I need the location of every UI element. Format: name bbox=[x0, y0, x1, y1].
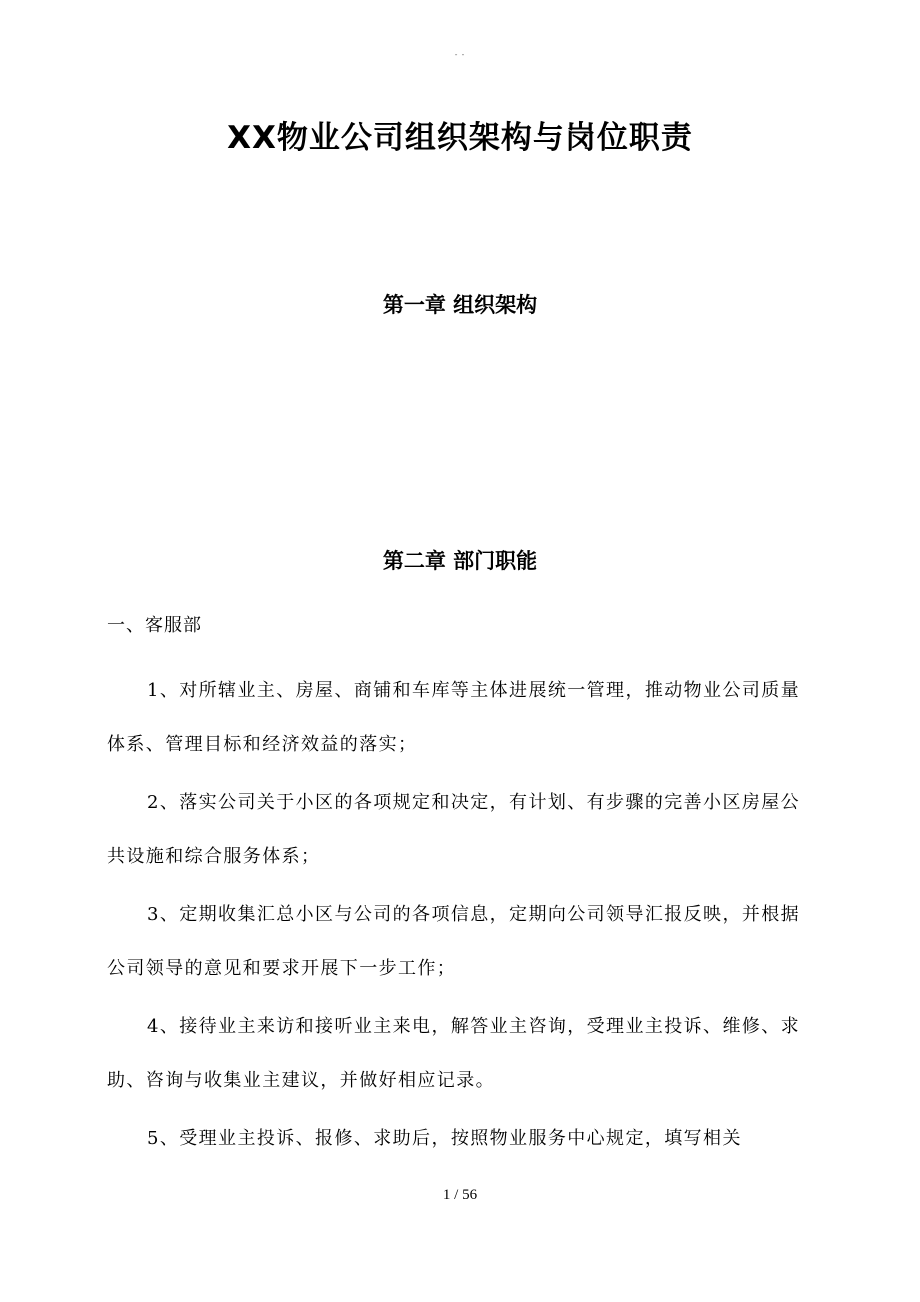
document-title: XX物业公司组织架构与岗位职责 bbox=[227, 120, 693, 156]
header-mark: - - bbox=[454, 50, 466, 59]
chapter-heading-department-functions: 第二章 部门职能 bbox=[382, 549, 538, 573]
paragraph-item-3: 3、定期收集汇总小区与公司的各项信息，定期向公司领导汇报反映，并根据公司领导的意见和要求开展下一步工作； bbox=[107, 904, 801, 979]
page-number: 1 / 56 bbox=[442, 1187, 478, 1203]
paragraph-item-5: 5、受理业主投诉、报修、求助后，按照物业服务中心规定，填写相关 bbox=[147, 1128, 742, 1149]
paragraph-item-4: 4、接待业主来访和接听业主来电，解答业主咨询，受理业主投诉、维修、求助、咨询与收集业主建议，并做好相应记录。 bbox=[107, 1016, 801, 1091]
paragraph-item-2: 2、落实公司关于小区的各项规定和决定，有计划、有步骤的完善小区房屋公共设施和综合服务体系； bbox=[107, 792, 801, 867]
section-heading-customer-service: 一、客服部 bbox=[107, 615, 202, 636]
chapter-heading-organization: 第一章 组织架构 bbox=[382, 293, 538, 317]
paragraph-item-1: 1、对所辖业主、房屋、商铺和车库等主体进展统一管理，推动物业公司质量体系、管理目标和经济效益的落实； bbox=[107, 680, 801, 755]
